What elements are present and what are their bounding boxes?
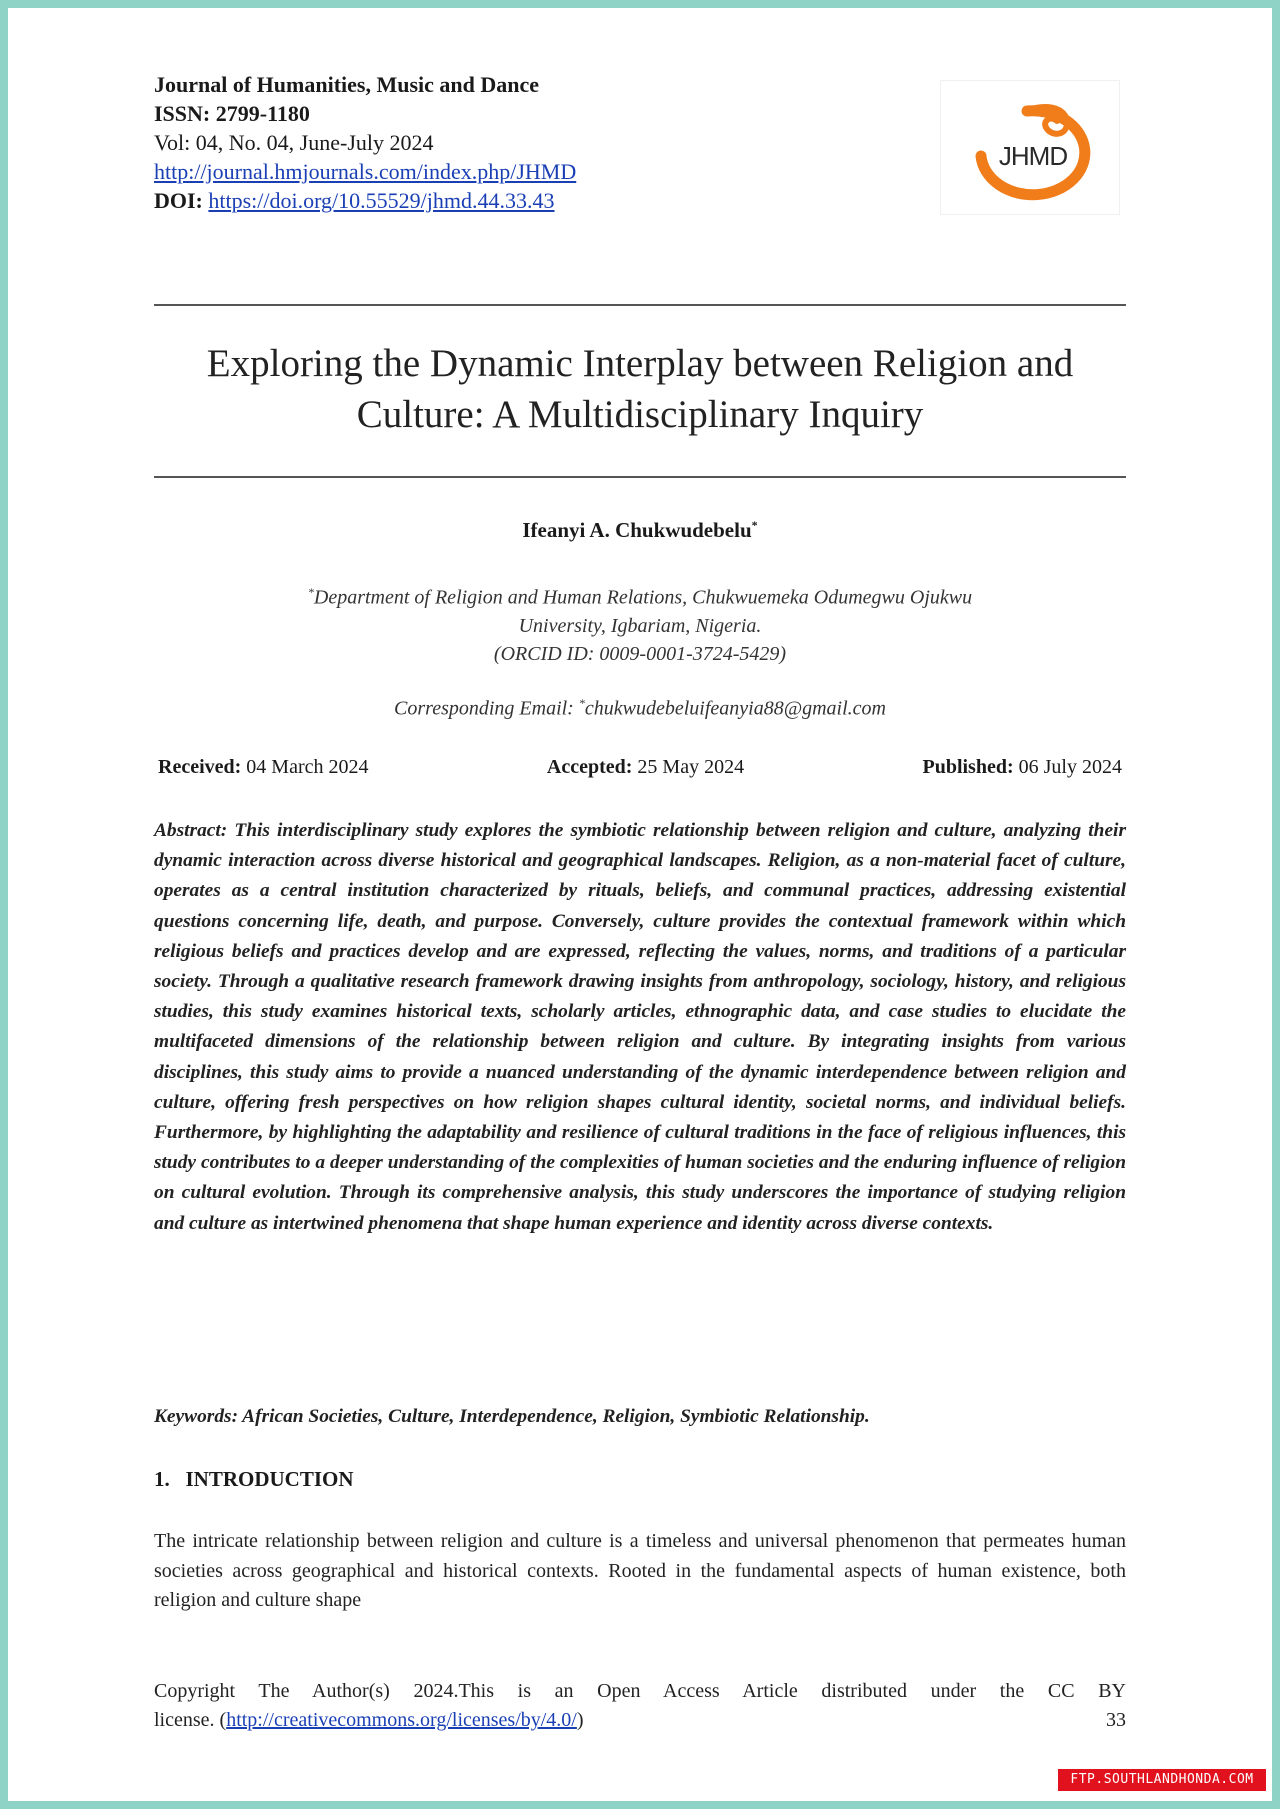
author — [154, 518, 1126, 543]
affiliation-line-2: University, Igbariam, Nigeria. — [518, 614, 762, 637]
affiliation-marker: * — [307, 585, 314, 599]
affiliation-line-1: Department of Religion and Human Relations, Chukwuemeka Odumegwu Ojukwu — [313, 586, 973, 609]
doi-link[interactable]: https://doi.org/10.55529/jhmd.44.33.43 — [208, 188, 555, 213]
keywords-text: African Societies, Culture, Interdependence, Religion, Symbiotic Relationship. — [242, 1406, 870, 1427]
published-date: Published: 06 July 2024 — [922, 756, 1122, 778]
title-line-2: Culture: A Multidisciplinary Inquiry — [356, 393, 924, 436]
abstract-label: Abstract: — [154, 820, 228, 841]
jhmd-logo-icon — [941, 81, 1121, 216]
author-name: Ifeanyi A. Chukwudebelu — [522, 518, 752, 542]
issn: ISSN: 2799-1180 — [154, 101, 310, 126]
accepted-date: Accepted: 25 May 2024 — [546, 756, 745, 778]
top-rule — [154, 304, 1126, 306]
keywords-label: Keywords: — [154, 1406, 239, 1427]
page-number: 33 — [1106, 1709, 1126, 1731]
copyright-notice: Copyright The Author(s) 2024.This is an Open Access Article distributed under the CC BY — [154, 1680, 1126, 1702]
orcid: (ORCID ID: 0009-0001-3724-5429) — [493, 642, 787, 665]
publication-dates — [158, 756, 1122, 779]
introduction-heading: 1. INTRODUCTION — [154, 1467, 354, 1491]
volume-info: Vol: 04, No. 04, June-July 2024 — [154, 130, 434, 155]
jhmd-logo — [940, 80, 1120, 215]
keywords — [154, 1406, 1126, 1428]
email-marker: * — [578, 696, 585, 710]
corresponding-email[interactable]: chukwudebeluifeanyia88@gmail.com — [584, 697, 886, 720]
affiliation — [154, 578, 1126, 668]
abstract — [154, 816, 1126, 1239]
correspondence — [154, 696, 1126, 721]
logo-text: JHMD — [998, 141, 1068, 171]
introduction-text: The intricate relationship between religion and culture is a timeless and universal phenomenon that permeates human societies across geographical and historical contexts. Rooted in the fundamental aspects of human existence, both religion and culture shape — [154, 1530, 1126, 1611]
journal-name: Journal of Humanities, Music and Dance — [154, 72, 540, 97]
license-link[interactable]: http://creativecommons.org/licenses/by/4.0/ — [226, 1709, 577, 1731]
journal-url-link[interactable]: http://journal.hmjournals.com/index.php/JHMD — [154, 159, 577, 184]
author-marker: * — [751, 518, 758, 532]
title-line-1: Exploring the Dynamic Interplay between Religion and — [206, 342, 1074, 385]
correspondence-label: Corresponding Email: — [394, 697, 574, 720]
abstract-text: This interdisciplinary study explores the symbiotic relationship between religion and culture, analyzing their dynamic interaction across diverse historical and geographical landscapes. Religion, as a non-material facet of culture, operates as a central institution characterized by rituals, beliefs, and communal practices, addressing existential questions concerning life, death, and purpose. Conversely, culture provides the contextual framework within which religious beliefs and practices develop and are expressed, reflecting the values, norms, and traditions of a particular society. Through a qualitative research framework drawing insights from anthropology, sociology, history, and religious studies, this study examines historical texts, scholarly articles, ethnographic data, and case studies to elucidate the multifaceted dimensions of the relationship between religion and culture. By integrating insights from various disciplines, this study aims to provide a nuanced understanding of the dynamic interdependence between religion and culture, offering fresh perspectives on how religion shapes cultural identity, societal norms, and individual beliefs. Furthermore, by highlighting the adaptability and resilience of cultural traditions in the face of religious influences, this study contributes to a deeper understanding of the complexities of human societies and the enduring influence of religion on cultural evolution. Through its comprehensive analysis, this study underscores the importance of studying religion and culture as intertwined phenomena that shape human experience and identity across diverse contexts. — [154, 820, 1126, 1234]
received-date: Received: 04 March 2024 — [158, 756, 369, 778]
page-footer — [154, 1677, 1126, 1735]
watermark: FTP.SOUTHLANDHONDA.COM — [1058, 1769, 1266, 1791]
title-rule — [154, 476, 1126, 478]
doi-label: DOI: — [154, 188, 203, 213]
license-line: license. (http://creativecommons.org/licenses/by/4.0/) — [154, 1709, 584, 1731]
paper-title — [154, 338, 1126, 440]
